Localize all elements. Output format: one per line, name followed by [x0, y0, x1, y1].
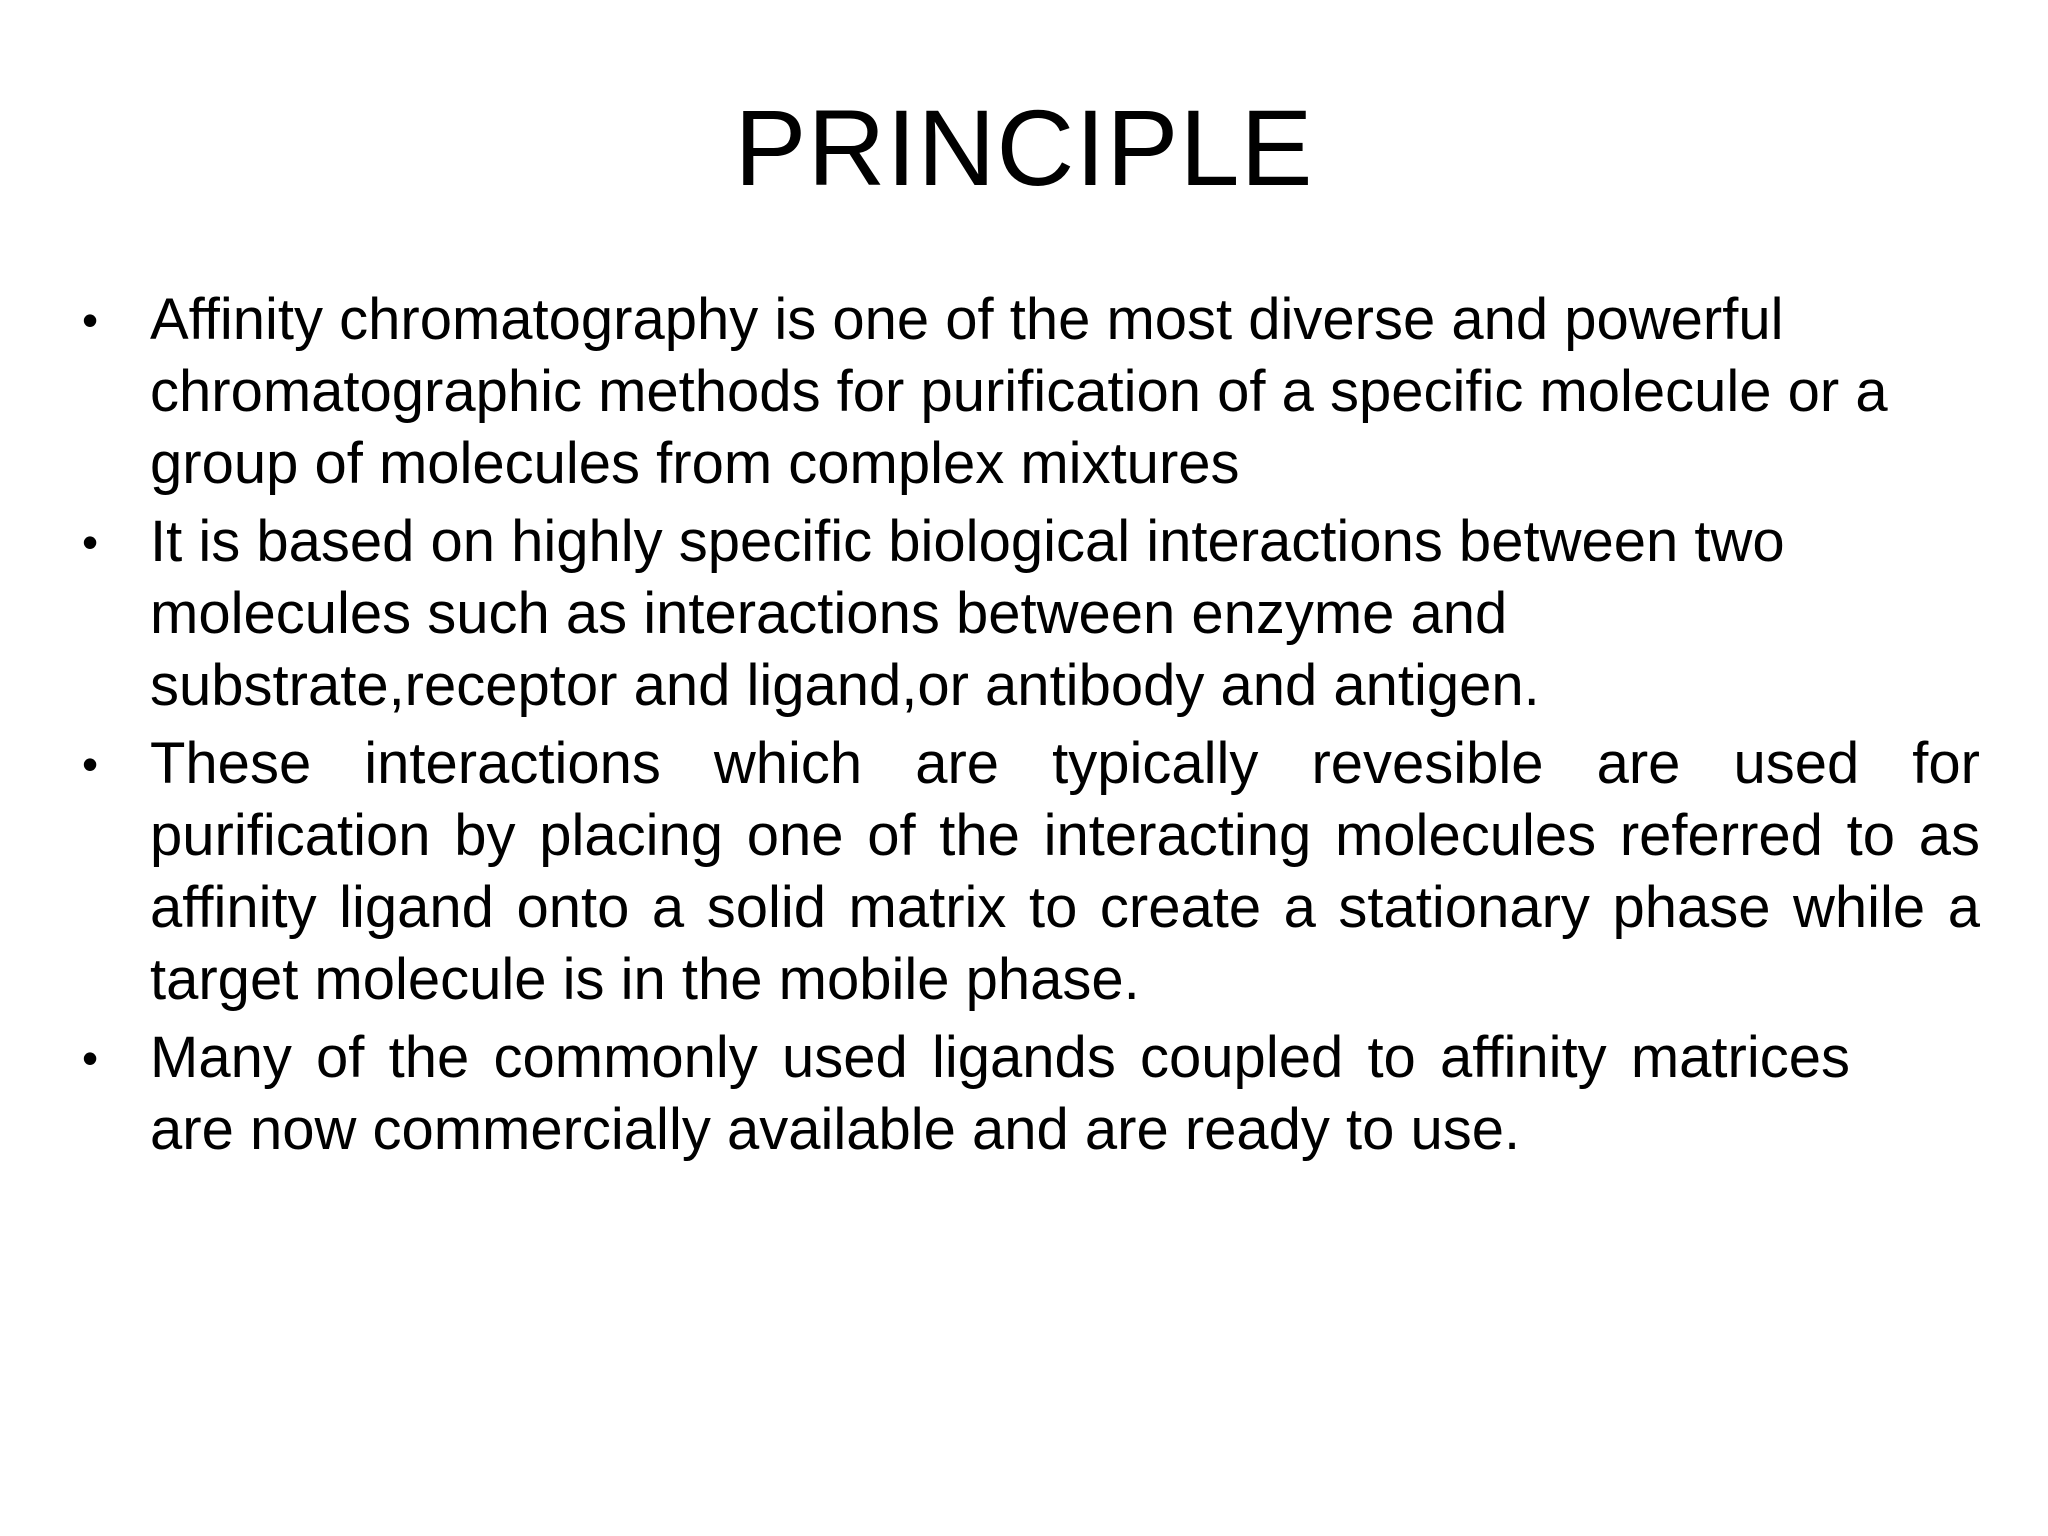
bullet-marker: • — [81, 1032, 99, 1084]
bullet-text: It is based on highly specific biological interactions between two molecules such as interactions between enzyme and substrate,receptor and ligand,or antibody and antigen. — [150, 509, 1785, 718]
bullet-text: These interactions which are typically revesible are used for purification by placing one of the interacting molecules referred to as affinity ligand onto a solid matrix to create a stationary phase while a target molecule is in the mobile phase. — [150, 731, 1980, 1012]
bullet-marker: • — [81, 738, 99, 790]
bullet-list — [70, 284, 1980, 1172]
bullet-item — [70, 506, 1980, 722]
slide-title: PRINCIPLE — [734, 87, 1314, 208]
bullet-item — [70, 1022, 1980, 1166]
bullet-text: Many of the commonly used ligands coupled to affinity matrices are now commercially available and are ready to use. — [150, 1025, 1850, 1162]
bullet-item — [70, 284, 1980, 500]
bullet-text: Affinity chromatography is one of the most diverse and powerful chromatographic methods for purification of a specific molecule or a group of molecules from complex mixtures — [150, 287, 1888, 496]
bullet-marker: • — [81, 294, 99, 346]
bullet-item — [70, 728, 1980, 1016]
bullet-marker: • — [81, 516, 99, 568]
